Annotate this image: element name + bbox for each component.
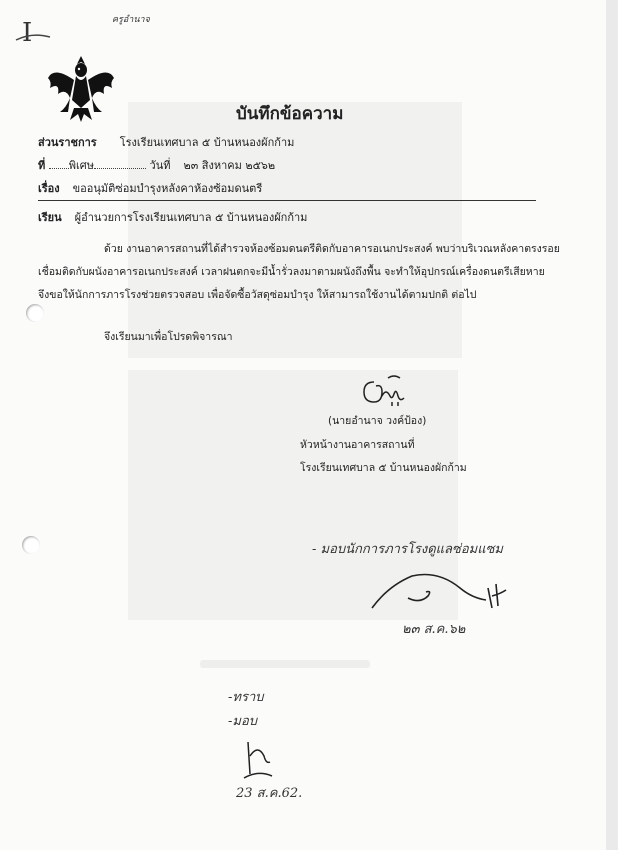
bleed-through-line: [200, 660, 370, 668]
signer-position: หัวหน้างานอาคารสถานที่: [300, 439, 415, 451]
subject-value: ขออนุมัติซ่อมบำรุงหลังคาห้องซ้อมดนตรี: [72, 182, 263, 195]
punch-hole: [22, 536, 40, 554]
director-note: - มอบนักการภารโรงดูแลซ่อมแซม: [312, 542, 503, 557]
number-label: ที่: [38, 159, 46, 172]
corner-mark: I: [22, 18, 33, 48]
header-divider: [38, 200, 536, 201]
corner-note: ครูอำนาจ: [112, 15, 150, 25]
subject-label: เรื่อง: [38, 182, 60, 195]
closing-line: จึงเรียนมาเพื่อโปรดพิจารณา: [104, 331, 233, 343]
number-date-row: [38, 156, 275, 174]
punch-hole: [26, 304, 44, 322]
signer-name: (นายอำนาจ วงค์ป้อง): [328, 415, 427, 427]
handwritten-initial: [240, 734, 276, 782]
agency-label: ส่วนราชการ: [38, 136, 97, 149]
date-value: ๒๓ สิงหาคม ๒๕๖๒: [183, 159, 276, 172]
subject-row: [38, 179, 262, 197]
handwritten-note-assign: -มอบ: [228, 714, 258, 729]
signer-organization: โรงเรียนเทศบาล ๕ บ้านหนองผักก้าม: [300, 462, 467, 474]
director-signature: [368, 568, 528, 616]
to-label: เรียน: [38, 211, 62, 224]
handwritten-note-ack: -ทราบ: [228, 690, 264, 705]
director-date: ๒๓ ส.ค.๖๒: [402, 622, 466, 637]
body-line: เชื่อมติดกับผนังอาคารอเนกประสงค์ เวลาฝนตกจะมีน้ำรั่วลงมาตามผนังถึงพื้น จะทำให้อุปกรณ์เครื่องดนตรีเสียหาย: [38, 266, 545, 278]
signer-signature: [360, 372, 412, 408]
agency-value: โรงเรียนเทศบาล ๕ บ้านหนองผักก้าม: [119, 136, 295, 149]
to-row: [38, 208, 307, 226]
body-line: จึงขอให้นักการภารโรงช่วยตรวจสอบ เพื่อจัดซื้อวัสดุซ่อมบำรุง ให้สามารถใช้งานได้ตามปกติ ต่อไป: [38, 289, 477, 301]
date-label: วันที่: [149, 159, 171, 172]
memo-title: บันทึกข้อความ: [236, 104, 344, 124]
page-edge: [606, 0, 618, 850]
garuda-emblem-icon: [46, 52, 116, 124]
to-value: ผู้อำนวยการโรงเรียนเทศบาล ๕ บ้านหนองผักก้าม: [74, 211, 308, 224]
body-line: ด้วย งานอาคารสถานที่ได้สำรวจห้องซ้อมดนตรีติดกับอาคารอเนกประสงค์ พบว่าบริเวณหลังคาตรงรอย: [104, 243, 560, 255]
final-date: 23 ส.ค.62.: [236, 786, 303, 801]
corner-underline: [14, 28, 54, 44]
number-value: พิเศษ: [68, 159, 95, 172]
agency-row: [38, 133, 294, 151]
